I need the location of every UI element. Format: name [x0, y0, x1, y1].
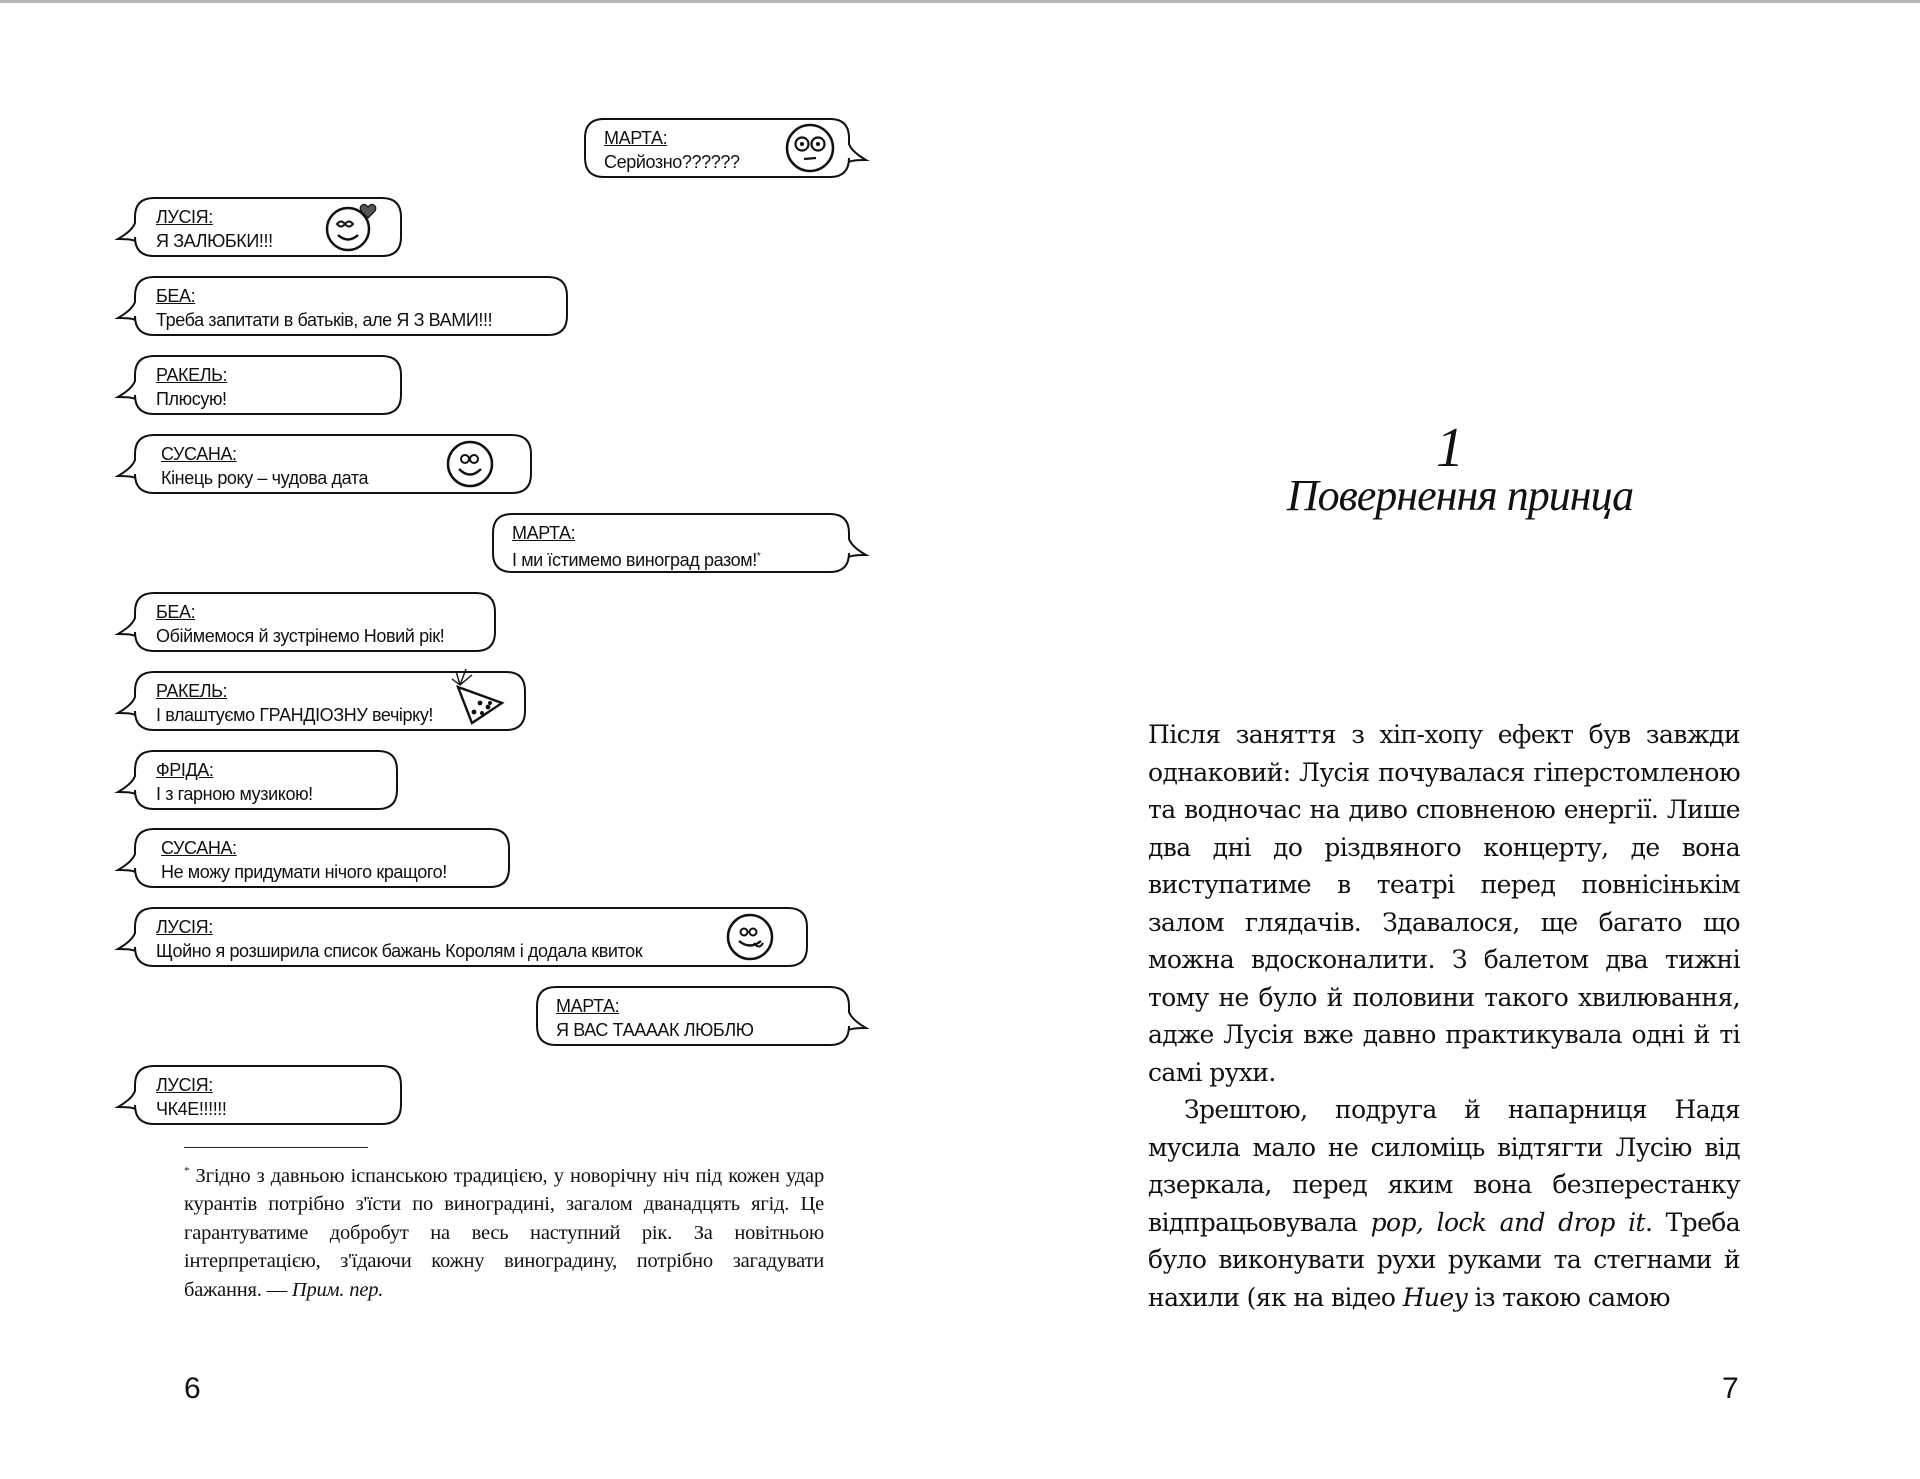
- message-text: Я ЗАЛЮБКИ!!!: [156, 231, 273, 251]
- message-text-row: [156, 939, 642, 963]
- message-text: Я ВАС ТААААК ЛЮБЛЮ: [556, 1020, 754, 1040]
- message-text-row: [156, 624, 444, 648]
- chat-bubble-3: [134, 276, 568, 336]
- sender-name: ЛУСІЯ:: [156, 207, 213, 227]
- bubble-text: [156, 758, 313, 806]
- chat-bubble-7: [134, 592, 496, 652]
- page-number-left: 6: [184, 1372, 201, 1405]
- chat-bubble-13: [134, 1065, 402, 1125]
- chapter-number: 1: [1436, 417, 1464, 479]
- footnote: [184, 1157, 824, 1304]
- message-text: І ми їстимемо виноград разом!: [512, 550, 757, 570]
- message-text-row: [156, 703, 433, 727]
- message-text-row: [604, 150, 740, 174]
- sender-name: МАРТА:: [512, 523, 576, 543]
- message-text: Треба запитати в батьків, але Я З ВАМИ!!!: [156, 310, 493, 330]
- message-text: І з гарною музикою!: [156, 784, 313, 804]
- chat-bubble-2: [134, 197, 402, 257]
- smiling-face-icon: [444, 438, 496, 490]
- paragraph-2-italic-2: Huey: [1402, 1282, 1468, 1312]
- page-number-right: 7: [1722, 1372, 1739, 1405]
- message-text-row: [156, 308, 492, 332]
- message-text-row: [156, 1097, 227, 1121]
- message-text: Серйозно??????: [604, 152, 740, 172]
- bubble-text: [156, 284, 492, 332]
- chat-bubble-6: [492, 513, 850, 573]
- message-text-row: [556, 1018, 754, 1042]
- chat-bubble-1: [584, 118, 850, 178]
- paragraph-2-part-a: Зрештою, подруга й напарниця Надя мусила мало не силоміць відтягти Лусію від дзеркала, перед яким вона безперестанку відпрацьовувала: [1148, 1095, 1740, 1237]
- sender-name: СУСАНА:: [161, 444, 237, 464]
- bubble-text: [156, 915, 642, 963]
- paragraph-1: Після заняття з хіп-хопу ефект був завжди однаковий: Лусія почувалася гіперстомленою та водночас на диво сповненою енергії. Лише два дні до різдвяного концерту, де вона виступатиме в театрі перед повнісінькім залом глядачів. Здавалося, ще багато що можна вдосконалити. З балетом два тижні тому не було й половини такого хвилювання, адже Лусія вже давно практикувала одні й ті самі рухи.: [1148, 720, 1740, 1087]
- footnote-rule: [184, 1147, 368, 1148]
- chat-bubble-4: [134, 355, 402, 415]
- sender-name: МАРТА:: [556, 996, 620, 1016]
- sender-name: РАКЕЛЬ:: [156, 681, 228, 701]
- message-text-row: [161, 860, 447, 884]
- chapter-title: Повернення принца: [1286, 471, 1634, 520]
- tongue-face-icon: [724, 911, 776, 963]
- sender-name: ФРІДА:: [156, 760, 214, 780]
- bubble-text: [156, 1073, 227, 1121]
- message-text: Обіймемося й зустрінемо Новий рік!: [156, 626, 445, 646]
- surprised-face-icon: [784, 122, 836, 174]
- message-text-row: [512, 545, 760, 572]
- sender-name: ЛУСІЯ:: [156, 917, 213, 937]
- paragraph-2-part-c: із такою самою: [1467, 1282, 1670, 1312]
- sender-name: МАРТА:: [604, 128, 668, 148]
- in-love-face-icon: [324, 199, 380, 255]
- sender-name: ЛУСІЯ:: [156, 1075, 213, 1095]
- bubble-text: [604, 126, 740, 174]
- bubble-text: [161, 442, 368, 490]
- message-text-row: [156, 782, 313, 806]
- body-text: [1148, 716, 1740, 1316]
- chat-bubble-10: [134, 828, 510, 888]
- paragraph-2-italic-1: pop, lock and drop it: [1370, 1207, 1645, 1237]
- message-text: Не можу придумати нічого кращого!: [161, 862, 447, 882]
- sender-name: РАКЕЛЬ:: [156, 365, 228, 385]
- sender-name: БЕА:: [156, 602, 196, 622]
- paragraph-2: [1148, 1091, 1740, 1316]
- chat-bubble-8: [134, 671, 526, 731]
- bubble-text: [161, 836, 447, 884]
- sender-name: БЕА:: [156, 286, 196, 306]
- chat-bubble-12: [536, 986, 850, 1046]
- bubble-text: [556, 994, 754, 1042]
- footnote-note: Прим. пер.: [291, 1278, 384, 1301]
- footnote-reference: *: [756, 551, 761, 562]
- bubble-text: [156, 679, 433, 727]
- message-text: ЧК4Е!!!!!!: [156, 1099, 227, 1119]
- message-text: І влаштуємо ГРАНДІОЗНУ вечірку!: [156, 705, 434, 725]
- chat-bubble-11: [134, 907, 808, 967]
- bubble-text: [156, 205, 273, 253]
- message-text: Плюсую!: [156, 389, 227, 409]
- bubble-text: [512, 521, 760, 572]
- footnote-mark: *: [184, 1165, 190, 1177]
- bubble-text: [156, 363, 227, 411]
- party-hat-icon: [450, 665, 512, 727]
- bubble-text: [156, 600, 444, 648]
- sender-name: СУСАНА:: [161, 838, 237, 858]
- message-text-row: [156, 229, 273, 253]
- message-text: Щойно я розширила список бажань Королям і додала квиток: [156, 941, 643, 961]
- message-text-row: [161, 466, 368, 490]
- message-text-row: [156, 387, 227, 411]
- message-text: Кінець року – чудова дата: [161, 468, 369, 488]
- chat-bubble-5: [134, 434, 532, 494]
- paragraph-2-part-b: . Треба було виконувати рухи руками та стегнами й нахили (як на відео: [1148, 1207, 1741, 1312]
- chat-bubble-9: [134, 750, 398, 810]
- footnote-text: Згідно з давньою іспанською традицією, у новорічну ніч під кожен удар курантів потрібно з'їсти по виноградині, загалом дванадцять ягід. Це гарантуватиме добробут на весь наступний рік. За новітньою інтерпретацією, з'їдаючи кожну виноградину, потрібно загадувати бажання. —: [184, 1164, 824, 1301]
